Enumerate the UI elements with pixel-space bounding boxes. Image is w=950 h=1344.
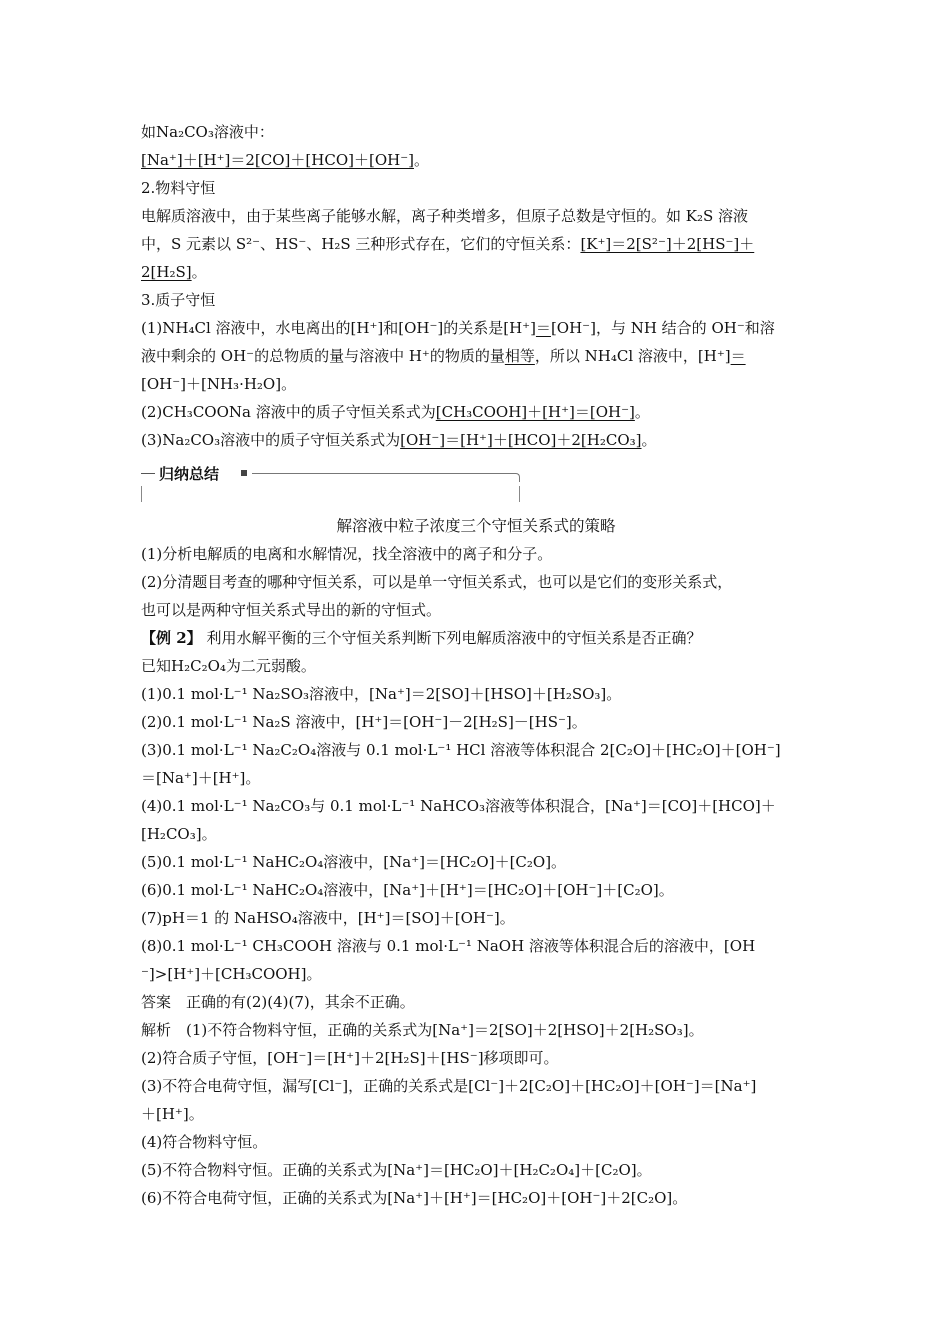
question-item: ⁻]>[H⁺]＋[CH₃COOH]。 [141,965,322,983]
question-item: (4)0.1 mol·L⁻¹ Na₂CO₃与 0.1 mol·L⁻¹ NaHCO₃溶液等体积混合，[Na⁺]＝[CO]＋[HCO]＋ [141,797,776,815]
answer-blank: [Na⁺]＋[H⁺]＝2[CO]＋[HCO]＋[OH⁻] [141,151,414,169]
section-heading: 3.质子守恒 [141,291,216,309]
question-item: (6)0.1 mol·L⁻¹ NaHC₂O₄溶液中，[Na⁺]＋[H⁺]＝[HC₂O]＋[OH⁻]＋[C₂O]。 [141,881,674,899]
example-tag: 【例 2】 [141,629,202,647]
analysis-line: (2)符合质子守恒，[OH⁻]＝[H⁺]＋2[H₂S]＋[HS⁻]移项即可。 [141,1049,559,1067]
text-line: (1)NH₄Cl 溶液中，水电离出的[H⁺]和[OH⁻]的关系是[H⁺]＝[OH⁻]，与 NH 结合的 OH⁻和溶 [141,319,775,337]
answer-blank: 相等 [504,347,535,365]
banner-bracket-left [141,486,142,502]
analysis-line: (6)不符合电荷守恒，正确的关系式为[Na⁺]＋[H⁺]＝[HC₂O]＋[OH⁻]＋2[C₂O]。 [141,1189,688,1207]
question-item: (7)pH＝1 的 NaHSO₄溶液中，[H⁺]＝[SO]＋[OH⁻]。 [141,909,515,927]
question-item: [H₂CO₃]。 [141,825,217,843]
summary-banner [141,460,811,512]
text-line: 2[H₂S]。 [141,263,207,281]
section-heading: 2.物料守恒 [141,179,216,197]
answer-blank: [OH⁻]＝[H⁺]＋[HCO]＋2[H₂CO₃] [400,431,642,449]
question-item: (8)0.1 mol·L⁻¹ CH₃COOH 溶液与 0.1 mol·L⁻¹ NaOH 溶液等体积混合后的溶液中，[OH [141,937,756,955]
text-line: [OH⁻]＋[NH₃·H₂O]。 [141,375,297,393]
banner-corner [513,473,520,482]
question-item: (2)0.1 mol·L⁻¹ Na₂S 溶液中，[H⁺]＝[OH⁻]－2[H₂S]－[HS⁻]。 [141,713,587,731]
answer-blank: 2[H₂S] [141,263,192,281]
banner-rule [252,473,514,474]
text-line: 电解质溶液中，由于某些离子能够水解，离子种类增多，但原子总数是守恒的。如 K₂S 溶液 [141,207,749,225]
summary-title: 解溶液中粒子浓度三个守恒关系式的策略 [336,517,616,535]
text-line: (2)分清题目考查的哪种守恒关系，可以是单一守恒关系式，也可以是它们的变形关系式， [141,573,733,591]
question-item: ＝[Na⁺]＋[H⁺]。 [141,769,261,787]
question-item: (1)0.1 mol·L⁻¹ Na₂SO₃溶液中，[Na⁺]＝2[SO]＋[HSO]＋[H₂SO₃]。 [141,685,622,703]
answer-blank: ＝ [535,319,551,337]
answer-blank: ＝ [730,347,746,365]
text-line: (1)分析电解质的电离和水解情况，找全溶液中的离子和分子。 [141,545,553,563]
document-body [141,118,811,1212]
analysis-line: 解析 (1)不符合物料守恒，正确的关系式为[Na⁺]＝2[SO]＋2[HSO]＋2[H₂SO₃]。 [141,1021,704,1039]
banner-label: 归纳总结 [159,465,220,483]
analysis-line: (5)不符合物料守恒。正确的关系式为[Na⁺]＝[HC₂O]＋[H₂C₂O₄]＋[C₂O]。 [141,1161,652,1179]
question-item: (3)0.1 mol·L⁻¹ Na₂C₂O₄溶液与 0.1 mol·L⁻¹ HCl 溶液等体积混合 2[C₂O]＋[HC₂O]＋[OH⁻] [141,741,781,759]
text-line: 液中剩余的 OH⁻的总物质的量与溶液中 H⁺的物质的量相等，所以 NH₄Cl 溶液中，[H⁺]＝ [141,347,746,365]
answer-blank: [CH₃COOH]＋[H⁺]＝[OH⁻] [435,403,635,421]
analysis-line: (4)符合物料守恒。 [141,1133,268,1151]
banner-bracket-right [519,486,520,502]
text-line: (2)CH₃COONa 溶液中的质子守恒关系式为[CH₃COOH]＋[H⁺]＝[OH⁻]。 [141,403,650,421]
text-line: 也可以是两种守恒关系式导出的新的守恒式。 [141,601,442,619]
text-line: 如Na₂CO₃溶液中： [141,123,274,141]
analysis-line: (3)不符合电荷守恒，漏写[Cl⁻]，正确的关系式是[Cl⁻]＋2[C₂O]＋[HC₂O]＋[OH⁻]＝[Na⁺] [141,1077,757,1095]
text-line: (3)Na₂CO₃溶液中的质子守恒关系式为[OH⁻]＝[H⁺]＋[HCO]＋2[H₂CO₃]。 [141,431,657,449]
text-line: 已知H₂C₂O₄为二元弱酸。 [141,657,316,675]
text-line: [Na⁺]＋[H⁺]＝2[CO]＋[HCO]＋[OH⁻]。 [141,151,429,169]
example-question: 【例 2】 利用水解平衡的三个守恒关系判断下列电解质溶液中的守恒关系是否正确？ [141,629,702,647]
banner-rule [141,473,155,474]
answer-line: 答案 正确的有(2)(4)(7)，其余不正确。 [141,993,415,1011]
analysis-line: ＋[H⁺]。 [141,1105,204,1123]
square-bullet-icon [241,470,247,476]
text-line: 中，S 元素以 S²⁻、HS⁻、H₂S 三种形式存在，它们的守恒关系：[K⁺]＝2[S²⁻]＋2[HS⁻]＋ [141,235,755,253]
question-item: (5)0.1 mol·L⁻¹ NaHC₂O₄溶液中，[Na⁺]＝[HC₂O]＋[C₂O]。 [141,853,567,871]
answer-blank: [K⁺]＝2[S²⁻]＋2[HS⁻]＋ [580,235,755,253]
